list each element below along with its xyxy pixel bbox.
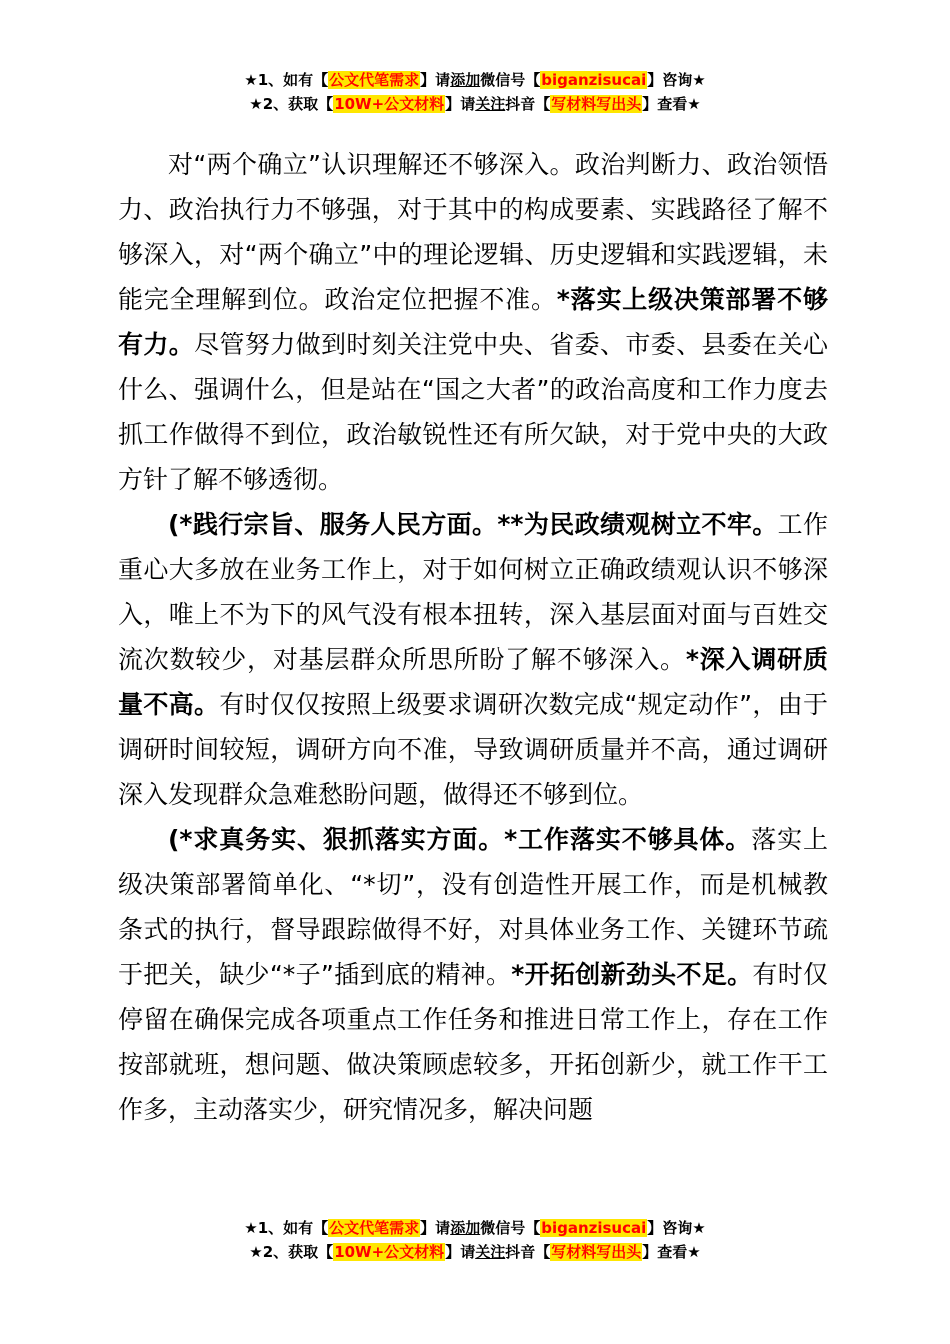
paragraph-2-bold-heading-2: *深入调研质量不高。 xyxy=(118,645,828,719)
footer-line-1-emphasis: 添加 xyxy=(450,1219,481,1237)
paragraph-2-text: 工作重心大多放在业务工作上，对于如何树立正确政绩观认识不够深入，唯上不为下的风气没有根本扭转，深入基层面对面与百姓交流次数较少，对基层群众所思所盼了解不够深入。 xyxy=(118,510,828,674)
footer-line-2-suffix: 】查看★ xyxy=(642,1243,701,1261)
footer-line-1-highlight-service: 公文代笔需求 xyxy=(329,1219,420,1237)
header-line-1-highlight-service: 公文代笔需求 xyxy=(329,71,420,89)
paragraph-3-bold-heading: (*求真务实、狠抓落实方面。*工作落实不够具体。 xyxy=(168,825,752,854)
header-line-2 xyxy=(0,92,950,116)
footer-line-1-mid-2: 微信号【 xyxy=(480,1219,541,1237)
footer-line-2-mid-2: 抖音【 xyxy=(505,1243,551,1261)
paragraph-1-text-2: 尽管努力做到时刻关注党中央、省委、市委、县委在关心什么、强调什么，但是站在“国之大者”的政治高度和工作力度去抓工作做得不到位，政治敏锐性还有所欠缺，对于党中央的大政方针了解不够透彻。 xyxy=(118,330,828,494)
footer-line-2-mid: 】请 xyxy=(445,1243,476,1261)
footer-line-2 xyxy=(0,1240,950,1264)
paragraph-1-text: 对“两个确立”认识理解还不够深入。政治判断力、政治领悟力、政治执行力不够强，对于其中的构成要素、实践路径了解不够深入，对“两个确立”中的理论逻辑、历史逻辑和实践逻辑，未能完全理解到位。政治定位把握不准。 xyxy=(118,150,828,314)
footer-line-2-highlight-douyin: 写材料写出头 xyxy=(551,1243,642,1261)
header-line-2-highlight-douyin: 写材料写出头 xyxy=(551,95,642,113)
header-line-1 xyxy=(0,68,950,92)
paragraph-2-bold-heading: (*践行宗旨、服务人民方面。**为民政绩观树立不牢。 xyxy=(168,510,778,539)
paragraph-2 xyxy=(118,502,828,817)
paragraph-3-bold-heading-2: *开拓创新劲头不足。 xyxy=(511,960,753,989)
header-banner xyxy=(0,68,950,116)
header-line-1-emphasis: 添加 xyxy=(450,71,481,89)
header-line-2-highlight-materials: 10W+公文材料 xyxy=(334,95,445,113)
footer-line-1-prefix: ★1、如有【 xyxy=(244,1219,329,1237)
paragraph-3-text-2: 有时仅停留在确保完成各项重点工作任务和推进日常工作上，存在工作按部就班，想问题、做决策顾虑较多，开拓创新少，就工作干工作多，主动落实少，研究情况多，解决问题 xyxy=(118,960,828,1124)
paragraph-3-text: 落实上级决策部署简单化、“*切”，没有创造性开展工作，而是机械教条式的执行，督导跟踪做得不好，对具体业务工作、关键环节疏于把关，缺少“*子”插到底的精神。 xyxy=(118,825,828,989)
footer-line-2-prefix: ★2、获取【 xyxy=(249,1243,334,1261)
paragraph-3 xyxy=(118,817,828,1132)
header-line-1-mid: 】请 xyxy=(420,71,451,89)
header-line-2-mid: 】请 xyxy=(445,95,476,113)
header-line-1-highlight-wechat: biganzisucai xyxy=(541,71,647,89)
footer-line-1-suffix: 】咨询★ xyxy=(647,1219,706,1237)
paragraph-1 xyxy=(118,142,828,502)
header-line-1-mid-2: 微信号【 xyxy=(480,71,541,89)
footer-line-2-highlight-materials: 10W+公文材料 xyxy=(334,1243,445,1261)
footer-line-1-mid: 】请 xyxy=(420,1219,451,1237)
header-line-2-mid-2: 抖音【 xyxy=(505,95,551,113)
header-line-1-prefix: ★1、如有【 xyxy=(244,71,329,89)
paragraph-2-text-2: 有时仅仅按照上级要求调研次数完成“规定动作”，由于调研时间较短，调研方向不准，导致调研质量并不高，通过调研深入发现群众急难愁盼问题，做得还不够到位。 xyxy=(118,690,828,809)
footer-line-1 xyxy=(0,1216,950,1240)
header-line-2-suffix: 】查看★ xyxy=(642,95,701,113)
header-line-2-prefix: ★2、获取【 xyxy=(249,95,334,113)
document-body xyxy=(118,142,828,1132)
paragraph-1-bold-heading: *落实上级决策部署不够有力。 xyxy=(118,285,828,359)
header-line-2-emphasis: 关注 xyxy=(475,95,506,113)
footer-line-1-highlight-wechat: biganzisucai xyxy=(541,1219,647,1237)
footer-banner xyxy=(0,1216,950,1264)
header-line-1-suffix: 】咨询★ xyxy=(647,71,706,89)
footer-line-2-emphasis: 关注 xyxy=(475,1243,506,1261)
